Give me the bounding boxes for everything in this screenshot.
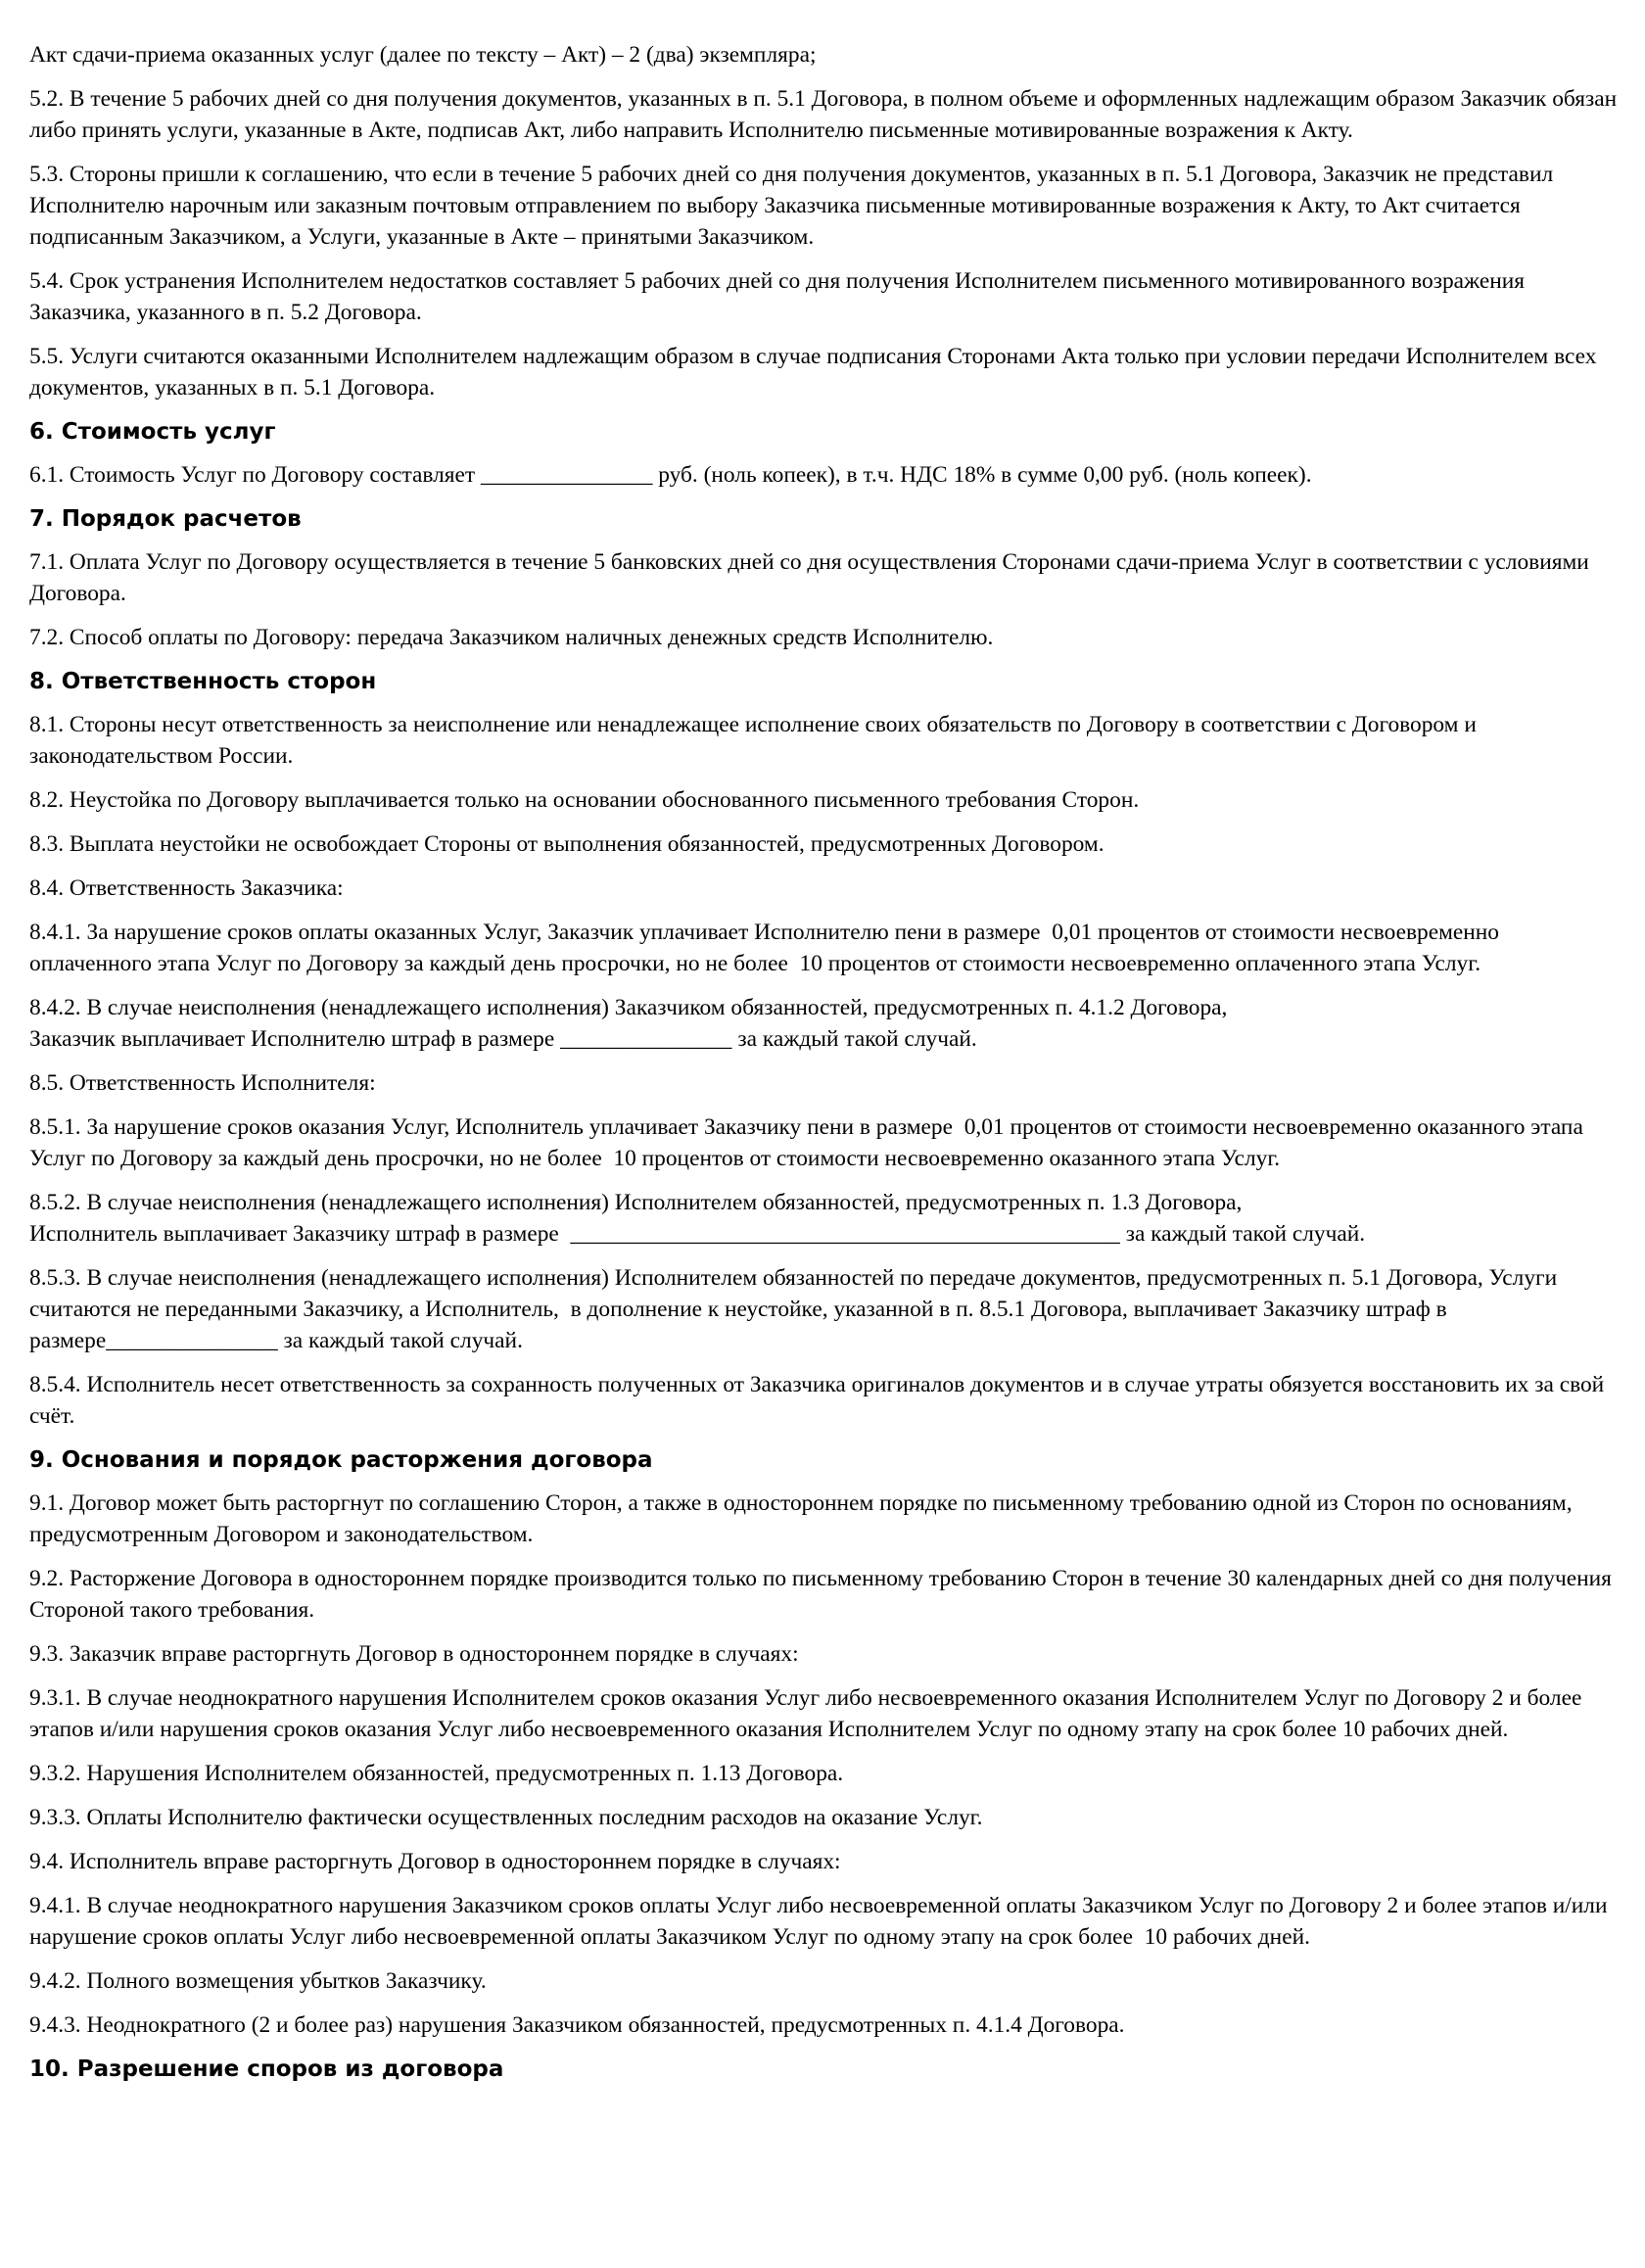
paragraph-9-4-2: 9.4.2. Полного возмещения убытков Заказчику. <box>29 1968 487 1994</box>
paragraph-9-3-3: 9.3.3. Оплаты Исполнителю фактически осуществленных последним расходов на оказание Услуг. <box>29 1805 983 1830</box>
paragraph-9-4: 9.4. Исполнитель вправе расторгнуть Договор в одностороннем порядке в случаях: <box>29 1849 841 1874</box>
heading-section-7: 7. Порядок расчетов <box>29 506 302 532</box>
paragraph-9-3: 9.3. Заказчик вправе расторгнуть Договор в одностороннем порядке в случаях: <box>29 1641 799 1667</box>
paragraph-8-5-2: 8.5.2. В случае неисполнения (ненадлежащего исполнения) Исполнителем обязанностей, предусмотренных п. 1.3 Договора, Исполнитель выплачивает Заказчику штраф в размере ________________________________________________ за каждый такой случай. <box>29 1190 1366 1247</box>
paragraph-8-3: 8.3. Выплата неустойки не освобождает Стороны от выполнения обязанностей, предусмотренных Договором. <box>29 831 1104 857</box>
paragraph-7-1: 7.1. Оплата Услуг по Договору осуществляется в течение 5 банковских дней со дня осуществления Сторонами сдачи-приема Услуг в соответствии с условиями Договора. <box>29 549 1595 606</box>
paragraph-8-4: 8.4. Ответственность Заказчика: <box>29 875 344 901</box>
heading-section-9: 9. Основания и порядок расторжения договора <box>29 1447 653 1473</box>
heading-section-8: 8. Ответственность сторон <box>29 669 377 694</box>
paragraph-8-2: 8.2. Неустойка по Договору выплачивается только на основании обоснованного письменного требования Сторон. <box>29 787 1140 813</box>
paragraph-intro: Акт сдачи-приема оказанных услуг (далее по тексту – Акт) – 2 (два) экземпляра; <box>29 42 817 68</box>
paragraph-8-5-1: 8.5.1. За нарушение сроков оказания Услуг, Исполнитель уплачивает Заказчику пени в размере 0,01 процентов от стоимости несвоевременно оказанного этапа Услуг по Договору за каждый день просрочки, но не более 10 процентов от стоимости несвоевременно оказанного этапа Услуг. <box>29 1114 1589 1171</box>
paragraph-5-3: 5.3. Стороны пришли к соглашению, что если в течение 5 рабочих дней со дня получения документов, указанных в п. 5.1 Договора, Заказчик не представил Исполнителю нарочным или заказным почтовым отправлением по выбору Заказчика письменные мотивированные возражения к Акту, то Акт считается подписанным Заказчиком, а Услуги, указанные в Акте – принятыми Заказчиком. <box>29 162 1559 250</box>
paragraph-5-5: 5.5. Услуги считаются оказанными Исполнителем надлежащим образом в случае подписания Сторонами Акта только при условии передачи Исполнителем всех документов, указанных в п. 5.1 Договора. <box>29 344 1603 401</box>
paragraph-8-1: 8.1. Стороны несут ответственность за неисполнение или ненадлежащее исполнение своих обязательств по Договору в соответствии с Договором и законодательством России. <box>29 712 1482 769</box>
paragraph-8-5: 8.5. Ответственность Исполнителя: <box>29 1070 376 1096</box>
paragraph-6-1: 6.1. Стоимость Услуг по Договору составляет _______________ руб. (ноль копеек), в т.ч. НДС 18% в сумме 0,00 руб. (ноль копеек). <box>29 462 1312 488</box>
paragraph-9-1: 9.1. Договор может быть расторгнут по соглашению Сторон, а также в одностороннем порядке по письменному требованию одной из Сторон по основаниям, предусмотренным Договором и законодательством. <box>29 1490 1578 1547</box>
heading-section-10: 10. Разрешение споров из договора <box>29 2056 504 2082</box>
paragraph-8-5-4: 8.5.4. Исполнитель несет ответственность за сохранность полученных от Заказчика оригиналов документов и в случае утраты обязуется восстановить их за свой счёт. <box>29 1372 1611 1429</box>
heading-section-6: 6. Стоимость услуг <box>29 419 276 445</box>
paragraph-8-4-2: 8.4.2. В случае неисполнения (ненадлежащего исполнения) Заказчиком обязанностей, предусмотренных п. 4.1.2 Договора, Заказчик выплачивает Исполнителю штраф в размере _______________ за каждый такой случай. <box>29 995 1228 1052</box>
paragraph-8-5-3: 8.5.3. В случае неисполнения (ненадлежащего исполнения) Исполнителем обязанностей по передаче документов, предусмотренных п. 5.1 Договора, Услуги считаются не переданными Заказчику, а Исполнитель, в дополнение к неустойке, указанной в п. 8.5.1 Договора, выплачивает Заказчику штраф в размере_______________ за каждый такой случай. <box>29 1265 1564 1353</box>
document-page <box>29 39 1621 2097</box>
paragraph-9-3-1: 9.3.1. В случае неоднократного нарушения Исполнителем сроков оказания Услуг либо несвоевременного оказания Исполнителем Услуг по Договору 2 и более этапов и/или нарушения сроков оказания Услуг либо несвоевременного оказания Исполнителем Услуг по одному этапу на срок более 10 рабочих дней. <box>29 1685 1588 1742</box>
paragraph-5-2: 5.2. В течение 5 рабочих дней со дня получения документов, указанных в п. 5.1 Договора, в полном объеме и оформленных надлежащим образом Заказчик обязан либо принять услуги, указанные в Акте, подписав Акт, либо направить Исполнителю письменные мотивированные возражения к Акту. <box>29 86 1622 143</box>
paragraph-5-4: 5.4. Срок устранения Исполнителем недостатков составляет 5 рабочих дней со дня получения Исполнителем письменного мотивированного возражения Заказчика, указанного в п. 5.2 Договора. <box>29 268 1530 325</box>
paragraph-9-4-3: 9.4.3. Неоднократного (2 и более раз) нарушения Заказчиком обязанностей, предусмотренных п. 4.1.4 Договора. <box>29 2012 1125 2038</box>
paragraph-9-2: 9.2. Расторжение Договора в одностороннем порядке производится только по письменному требованию Сторон в течение 30 календарных дней со дня получения Стороной такого требования. <box>29 1566 1618 1623</box>
paragraph-7-2: 7.2. Способ оплаты по Договору: передача Заказчиком наличных денежных средств Исполнителю. <box>29 625 994 650</box>
paragraph-8-4-1: 8.4.1. За нарушение сроков оплаты оказанных Услуг, Заказчик уплачивает Исполнителю пени в размере 0,01 процентов от стоимости несвоевременно оплаченного этапа Услуг по Договору за каждый день просрочки, но не более 10 процентов от стоимости несвоевременно оплаченного этапа Услуг. <box>29 920 1505 976</box>
paragraph-9-3-2: 9.3.2. Нарушения Исполнителем обязанностей, предусмотренных п. 1.13 Договора. <box>29 1761 844 1786</box>
paragraph-9-4-1: 9.4.1. В случае неоднократного нарушения Заказчиком сроков оплаты Услуг либо несвоевременной оплаты Заказчиком Услуг по Договору 2 и более этапов и/или нарушение сроков оплаты Услуг либо несвоевременной оплаты Заказчиком Услуг по одному этапу на срок более 10 рабочих дней. <box>29 1893 1614 1950</box>
